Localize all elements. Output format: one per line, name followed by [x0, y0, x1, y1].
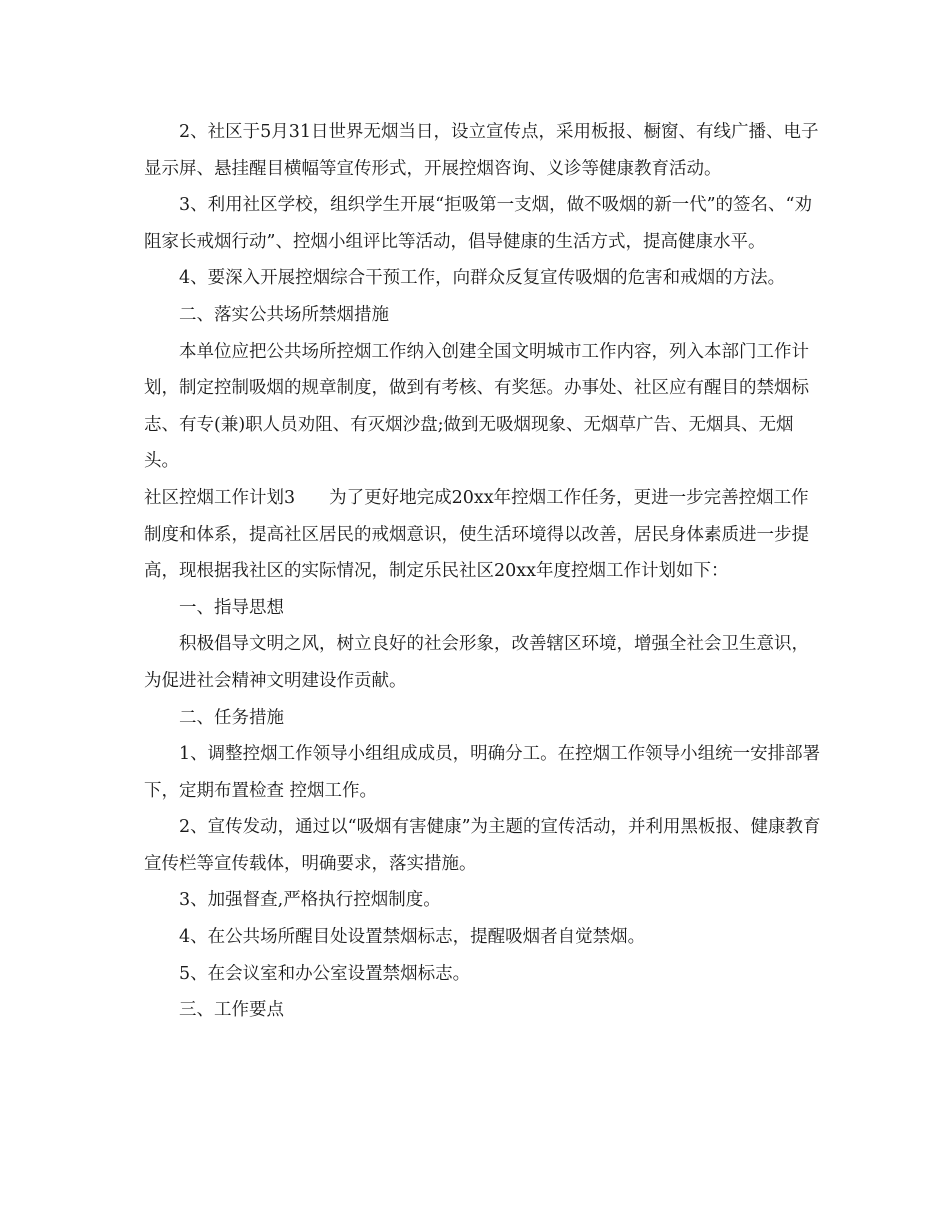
- paragraph-plan-3: [144, 480, 824, 590]
- heading-work-points: 三、工作要点: [179, 1000, 284, 1021]
- paragraph-intervention: 4、要深入开展控烟综合干预工作，向群众反复宣传吸烟的危害和戒烟的方法。: [179, 268, 786, 289]
- heading-task-measures: 二、任务措施: [179, 707, 284, 728]
- paragraph-community-school: 3、利用社区学校，组织学生开展“拒吸第一支烟，做不吸烟的新一代”的签名、“劝阻家长戒烟行动”、控烟小组评比等活动，倡导健康的生活方式，提高健康水平。: [144, 195, 812, 252]
- paragraph-task-3: 3、加强督查,严格执行控烟制度。: [179, 890, 441, 911]
- document-body: [144, 114, 824, 1029]
- paragraph-public-places: 本单位应把公共场所控烟工作纳入创建全国文明城市工作内容，列入本部门工作计划，制定控制吸烟的规章制度，做到有考核、有奖惩。办事处、社区应有醒目的禁烟标志、有专(兼)职人员劝阻、有灭烟沙盘;做到无吸烟现象、无烟草广告、无烟具、无烟头。: [144, 341, 809, 472]
- heading-public-places: 二、落实公共场所禁烟措施: [179, 304, 389, 325]
- paragraph-guiding-ideology: 积极倡导文明之风，树立良好的社会形象，改善辖区环境，增强全社会卫生意识，为促进社会精神文明建设作贡献。: [144, 634, 809, 691]
- plan-intro-text: 为了更好地完成20xx年控烟工作任务，更进一步完善控烟工作制度和体系，提高社区居民的戒烟意识，使生活环境得以改善，居民身体素质进一步提高，现根据我社区的实际情况，制定乐民社区20xx年度控烟工作计划如下：: [144, 487, 809, 582]
- paragraph-task-2: 2、宣传发动，通过以“吸烟有害健康”为主题的宣传活动，并利用黑板报、健康教育宣传栏等宣传载体，明确要求，落实措施。: [144, 817, 821, 874]
- paragraph-task-4: 4、在公共场所醒目处设置禁烟标志，提醒吸烟者自觉禁烟。: [179, 927, 646, 948]
- paragraph-task-1: 1、调整控烟工作领导小组组成成员，明确分工。在控烟工作领导小组统一安排部署下，定期布置检查 控烟工作。: [144, 744, 821, 801]
- paragraph-promotion-point: 2、社区于5月31日世界无烟当日，设立宣传点，采用板报、橱窗、有线广播、电子显示屏、悬挂醒目横幅等宣传形式，开展控烟咨询、义诊等健康教育活动。: [144, 122, 819, 179]
- heading-guiding-ideology: 一、指导思想: [179, 597, 284, 618]
- paragraph-task-5: 5、在会议室和办公室设置禁烟标志。: [179, 963, 471, 984]
- plan-title: 社区控烟工作计划3: [144, 487, 296, 508]
